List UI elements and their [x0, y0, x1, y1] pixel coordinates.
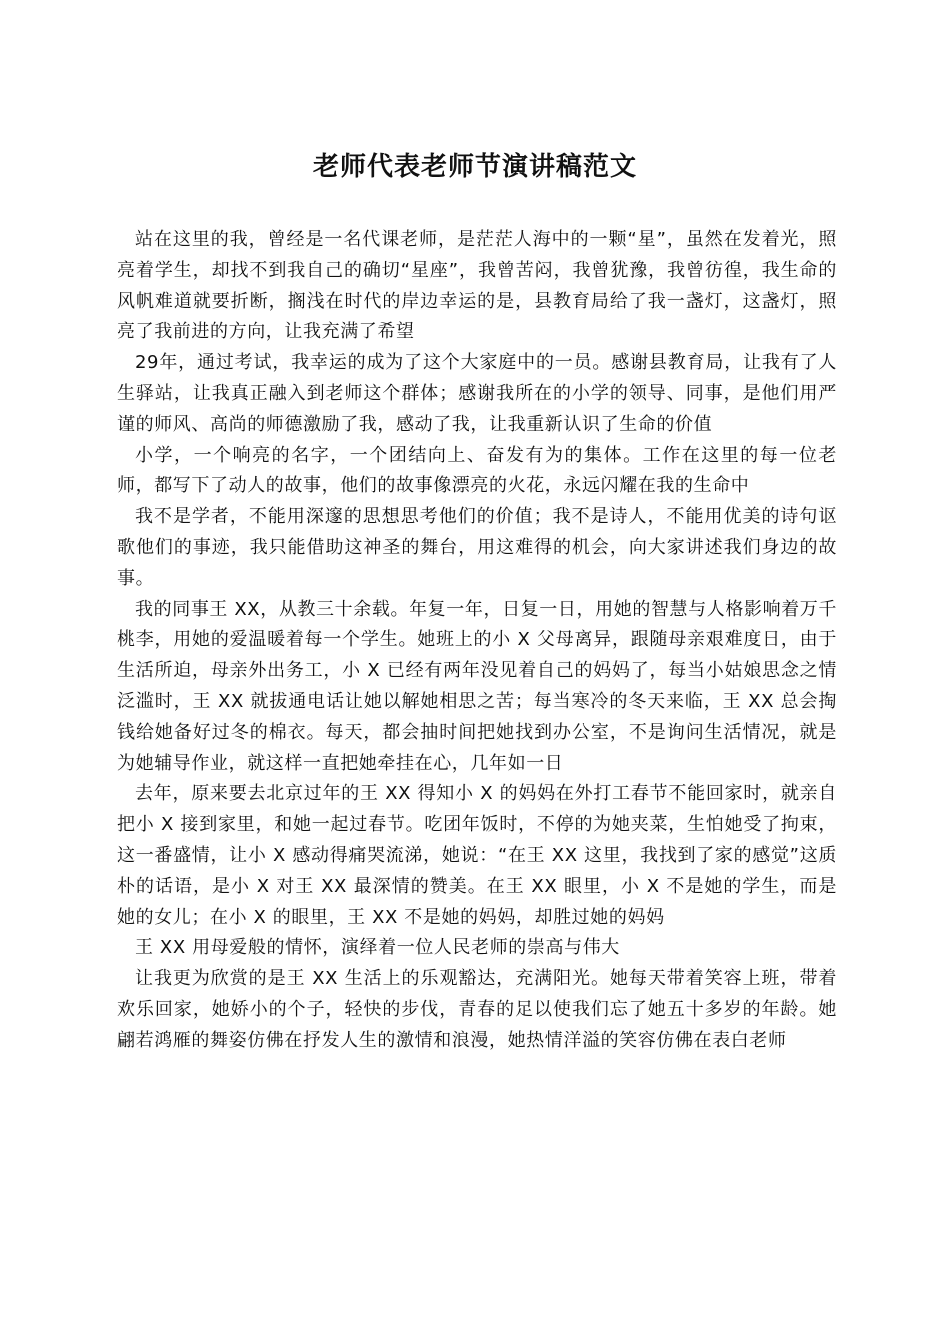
paragraph: 小学，一个响亮的名字，一个团结向上、奋发有为的集体。工作在这里的每一位老师，都写下了动人的故事，他们的故事像漂亮的火花，永远闪耀在我的生命中	[117, 444, 837, 497]
paragraph: 我的同事王 XX，从教三十余载。年复一年，日复一日，用她的智慧与人格影响着万千桃李，用她的爱温暖着每一个学生。她班上的小 X 父母离异，跟随母亲艰难度日，由于生活所迫，母亲外出务工，小 X 已经有两年没见着自己的妈妈了，每当小姑娘思念之情泛滥时，王 XX 就拔通电话让她以解她相思之苦；每当寒冷的冬天来临，王 XX 总会掏钱给她备好过冬的棉衣。每天，都会抽时间把她找到办公室，不是询问生活情况，就是为她辅导作业，就这样一直把她牵挂在心，几年如一日	[117, 598, 837, 774]
paragraph: 让我更为欣赏的是王 XX 生活上的乐观豁达，充满阳光。她每天带着笑容上班，带着欢乐回家，她娇小的个子，轻快的步伐，青春的足以使我们忘了她五十多岁的年龄。她翩若鸿雁的舞姿仿佛在抒发人生的激情和浪漫，她热情洋溢的笑容仿佛在表白老师	[117, 968, 837, 1051]
paragraph: 我不是学者，不能用深邃的思想思考他们的价值；我不是诗人，不能用优美的诗句讴歌他们的事迹，我只能借助这神圣的舞台，用这难得的机会，向大家讲述我们身边的故事。	[117, 506, 837, 589]
paragraph: 去年，原来要去北京过年的王 XX 得知小 X 的妈妈在外打工春节不能回家时，就亲自把小 X 接到家里，和她一起过春节。吃团年饭时，不停的为她夹菜，生怕她受了拘束，这一番盛情，让小 X 感动得痛哭流涕，她说：“在王 XX 这里，我找到了家的感觉”这质朴的话语，是小 X 对王 XX 最深情的赞美。在王 XX 眼里，小 X 不是她的学生，而是她的女儿；在小 X 的眼里，王 XX 不是她的妈妈，却胜过她的妈妈	[117, 783, 837, 928]
document-body	[117, 225, 837, 1057]
paragraph: 站在这里的我，曾经是一名代课老师，是茫茫人海中的一颗“星”，虽然在发着光，照亮着学生，却找不到我自己的确切“星座”，我曾苦闷，我曾犹豫，我曾彷徨，我生命的风帆难道就要折断，搁浅在时代的岸边幸运的是，县教育局给了我一盏灯，这盏灯，照亮了我前进的方向，让我充满了希望	[117, 229, 837, 343]
document-title: 老师代表老师节演讲稿范文	[312, 152, 637, 183]
paragraph: 29年，通过考试，我幸运的成为了这个大家庭中的一员。感谢县教育局，让我有了人生驿站，让我真正融入到老师这个群体；感谢我所在的小学的领导、同事，是他们用严谨的师风、高尚的师德激励了我，感动了我，让我重新认识了生命的价值	[117, 352, 837, 435]
paragraph: 王 XX 用母爱般的情怀，演绎着一位人民老师的崇高与伟大	[135, 937, 620, 959]
